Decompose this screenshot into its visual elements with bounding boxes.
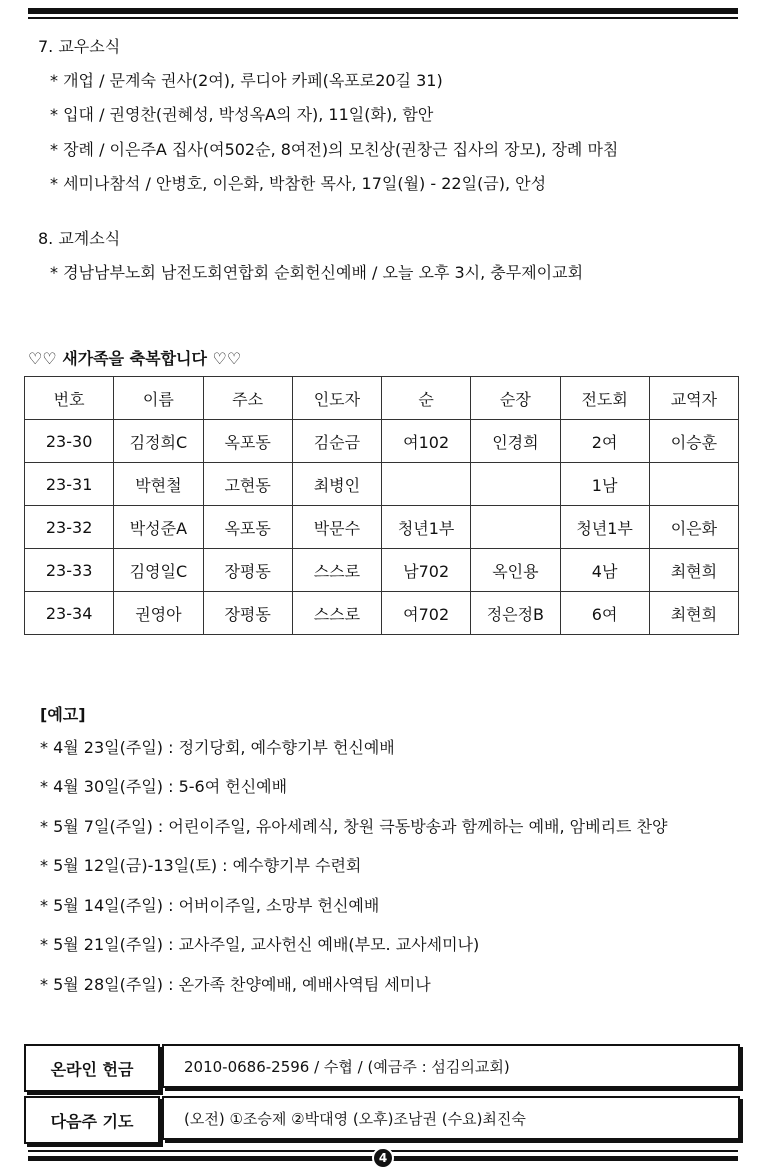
table-cell: 권영아 (114, 592, 203, 635)
table-cell: 2여 (560, 420, 649, 463)
table-cell: 23-30 (25, 420, 114, 463)
section8-item: * 경남남부노회 남전도회연합회 순회헌신예배 / 오늘 오후 3시, 충무제이교회 (50, 263, 584, 282)
section7-item: * 개업 / 문계숙 권사(2여), 루디아 카페(옥포로20길 31) (50, 71, 443, 90)
table-header-row (25, 377, 739, 420)
table-cell: 김영일C (114, 549, 203, 592)
section7-title: 7. 교우소식 (38, 37, 121, 56)
table-cell: 옥포동 (203, 420, 292, 463)
section7-item: * 입대 / 권영찬(권혜성, 박성옥A의 자), 11일(화), 함안 (50, 105, 434, 124)
table-cell: 이은화 (649, 506, 738, 549)
newfamily-table (24, 376, 739, 635)
table-cell: 청년1부 (382, 506, 471, 549)
column-header: 전도회 (560, 377, 649, 420)
table-cell: 6여 (560, 592, 649, 635)
table-cell: 최현희 (649, 549, 738, 592)
column-header: 순장 (471, 377, 560, 420)
column-header: 순 (382, 377, 471, 420)
table-cell: 최현희 (649, 592, 738, 635)
table-cell: 23-31 (25, 463, 114, 506)
table-row (25, 420, 739, 463)
offering-label: 온라인 헌금 (24, 1044, 160, 1092)
table-cell: 장평동 (203, 549, 292, 592)
column-header: 주소 (203, 377, 292, 420)
notice-item: * 5월 21일(주일) : 교사주일, 교사헌신 예배(부모. 교사세미나) (40, 935, 480, 954)
top-rule-thick (28, 8, 738, 14)
prayer-label: 다음주 기도 (24, 1096, 160, 1144)
table-cell: 여702 (382, 592, 471, 635)
table-row (25, 549, 739, 592)
table-cell: 23-32 (25, 506, 114, 549)
notice-item: * 5월 14일(주일) : 어버이주일, 소망부 헌신예배 (40, 896, 380, 915)
table-cell: 김순금 (292, 420, 381, 463)
prayer-value: (오전) ①조승제 ②박대영 (오후)조남권 (수요)최진숙 (162, 1096, 740, 1140)
top-rule-thin (28, 17, 738, 19)
table-cell (382, 463, 471, 506)
table-cell: 인경희 (471, 420, 560, 463)
column-header: 번호 (25, 377, 114, 420)
section7-item: * 장례 / 이은주A 집사(여502순, 8여전)의 모친상(권창근 집사의 장모), 장례 마침 (50, 140, 619, 159)
notice-item: * 5월 28일(주일) : 온가족 찬양예배, 예배사역팀 세미나 (40, 975, 431, 994)
notice-item: * 4월 30일(주일) : 5-6여 헌신예배 (40, 777, 288, 796)
notice-item: * 5월 7일(주일) : 어린이주일, 유아세례식, 창원 극동방송과 함께하는 예배, 암베리트 찬양 (40, 817, 668, 836)
table-cell (471, 506, 560, 549)
notice-item: * 4월 23일(주일) : 정기당회, 예수향기부 헌신예배 (40, 738, 395, 757)
table-row (25, 506, 739, 549)
notice-title: [예고] (40, 705, 86, 724)
notice-item: * 5월 12일(금)-13일(토) : 예수향기부 수련회 (40, 856, 362, 875)
column-header: 교역자 (649, 377, 738, 420)
page-number: 4 (372, 1147, 394, 1169)
offering-value: 2010-0686-2596 / 수협 / (예금주 : 섬김의교회) (162, 1044, 740, 1088)
table-cell: 김정희C (114, 420, 203, 463)
table-cell: 정은정B (471, 592, 560, 635)
table-row (25, 592, 739, 635)
table-cell: 옥인용 (471, 549, 560, 592)
table-cell: 최병인 (292, 463, 381, 506)
table-cell: 박문수 (292, 506, 381, 549)
table-cell: 남702 (382, 549, 471, 592)
table-cell: 청년1부 (560, 506, 649, 549)
table-cell: 23-34 (25, 592, 114, 635)
table-cell (471, 463, 560, 506)
table-cell: 고현동 (203, 463, 292, 506)
table-cell: 박성준A (114, 506, 203, 549)
table-cell: 여102 (382, 420, 471, 463)
table-cell: 박현철 (114, 463, 203, 506)
table-cell: 스스로 (292, 549, 381, 592)
table-cell: 이승훈 (649, 420, 738, 463)
table-cell (649, 463, 738, 506)
section7-item: * 세미나참석 / 안병호, 이은화, 박참한 목사, 17일(월) - 22일(금), 안성 (50, 174, 547, 193)
table-cell: 4남 (560, 549, 649, 592)
table-cell: 1남 (560, 463, 649, 506)
column-header: 이름 (114, 377, 203, 420)
section8-title: 8. 교계소식 (38, 229, 121, 248)
table-cell: 옥포동 (203, 506, 292, 549)
table-cell: 장평동 (203, 592, 292, 635)
table-cell: 스스로 (292, 592, 381, 635)
table-row (25, 463, 739, 506)
column-header: 인도자 (292, 377, 381, 420)
table-cell: 23-33 (25, 549, 114, 592)
newfamily-title: ♡♡ 새가족을 축복합니다 ♡♡ (28, 349, 242, 368)
